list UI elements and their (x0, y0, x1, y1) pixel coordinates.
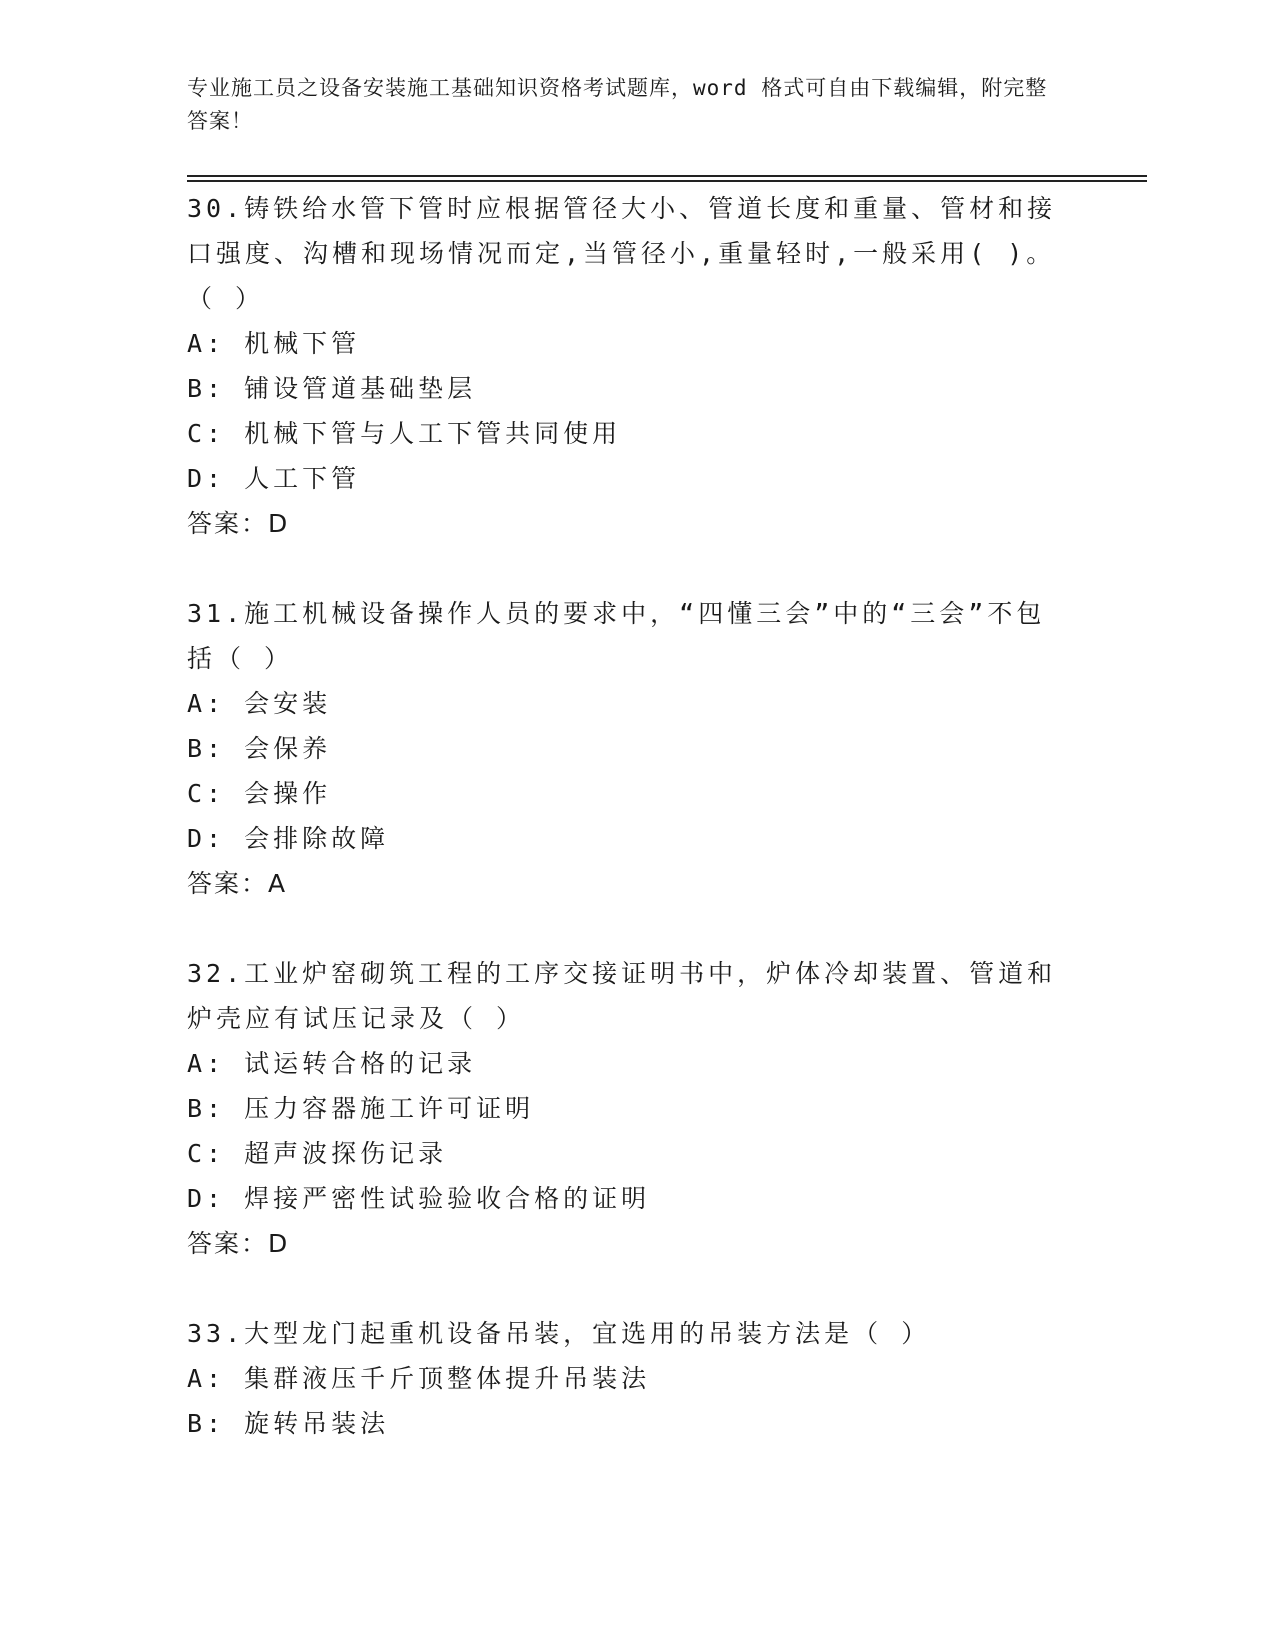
question-32 (187, 951, 1067, 1266)
option-d: D: 焊接严密性试验验收合格的证明 (187, 1184, 651, 1213)
question-stem: 32.工业炉窑砌筑工程的工序交接证明书中，炉体冷却装置、管道和炉壳应有试压记录及（ ） (187, 959, 1057, 1033)
question-stem: 30.铸铁给水管下管时应根据管径大小、管道长度和重量、管材和接口强度、沟槽和现场情况而定,当管径小,重量轻时,一般采用( )。（ ） (187, 194, 1057, 313)
question-30 (187, 186, 1067, 546)
document-intro: 专业施工员之设备安装施工基础知识资格考试题库，word 格式可自由下载编辑，附完整答案！ (187, 76, 1048, 133)
option-b: B: 铺设管道基础垫层 (187, 374, 477, 403)
question-31 (187, 591, 1067, 906)
option-a: A: 机械下管 (187, 329, 361, 358)
option-b: B: 会保养 (187, 734, 332, 763)
option-d: D: 人工下管 (187, 464, 361, 493)
option-b: B: 压力容器施工许可证明 (187, 1094, 535, 1123)
option-c: C: 超声波探伤记录 (187, 1139, 448, 1168)
option-a: A: 集群液压千斤顶整体提升吊装法 (187, 1364, 651, 1393)
question-stem: 31.施工机械设备操作人员的要求中，“四懂三会”中的“三会”不包括（ ） (187, 599, 1046, 673)
option-d: D: 会排除故障 (187, 824, 390, 853)
option-a: A: 试运转合格的记录 (187, 1049, 477, 1078)
header-divider-top (187, 175, 1147, 177)
answer: 答案：A (187, 869, 288, 898)
question-stem: 33.大型龙门起重机设备吊装，宜选用的吊装方法是（ ） (187, 1319, 931, 1348)
option-c: C: 会操作 (187, 779, 332, 808)
header-divider-bottom (187, 180, 1147, 182)
answer: 答案：D (187, 1229, 290, 1258)
option-b: B: 旋转吊装法 (187, 1409, 390, 1438)
answer: 答案：D (187, 509, 290, 538)
option-a: A: 会安装 (187, 689, 332, 718)
question-33 (187, 1311, 1067, 1446)
option-c: C: 机械下管与人工下管共同使用 (187, 419, 622, 448)
question-list (187, 186, 1067, 1491)
